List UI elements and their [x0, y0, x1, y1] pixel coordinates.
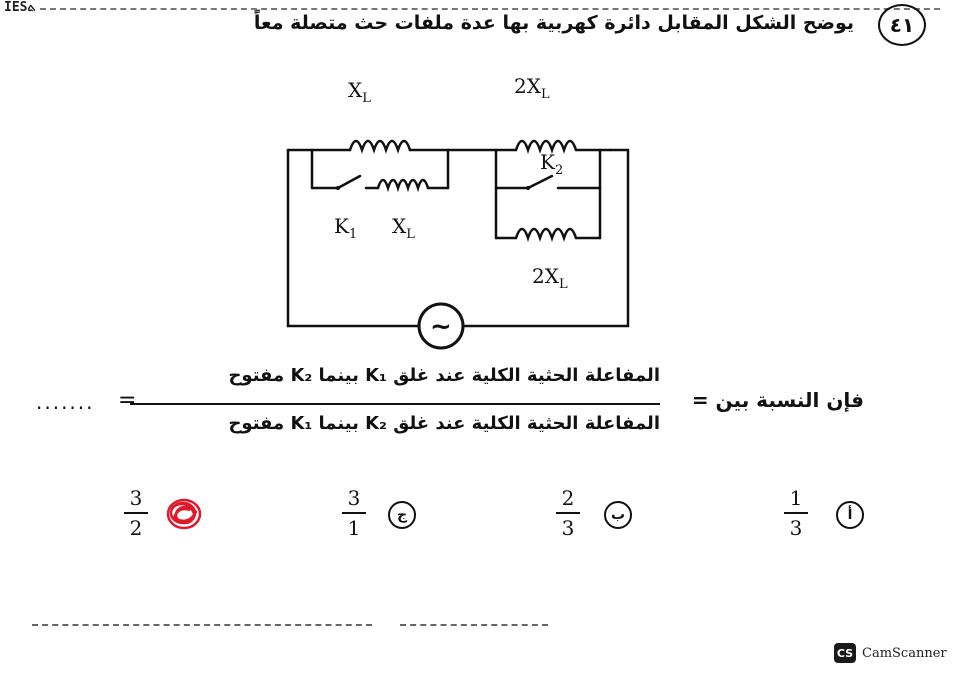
label-inner-left: $X_L$ [392, 214, 415, 242]
camscanner-logo: CS [834, 643, 856, 663]
answer-scribble-icon [162, 494, 206, 534]
label-top-right: $2X_L$ [514, 74, 550, 102]
option-d-value: 3 2 [116, 486, 156, 540]
option-b-value: 2 3 [548, 486, 588, 540]
question-text-line1: يوضح الشكل المقابل دائرة كهربية بها عدة ملفات حث متصلة معاً [253, 12, 854, 34]
question-number-badge [878, 4, 926, 46]
answer-blank: ....... [36, 390, 95, 414]
ratio-numerator: المفاعلة الحثية الكلية عند غلق K₁ بينما K₂ مفتوح [228, 365, 660, 386]
option-a-marker[interactable]: أ [836, 501, 864, 529]
coil-inner-left [378, 180, 428, 188]
coil-top-right [516, 141, 576, 150]
circuit-diagram [270, 70, 650, 360]
top-dashed-line [40, 8, 940, 10]
label-top-left: $X_L$ [348, 78, 371, 106]
option-c-value: 3 1 [334, 486, 374, 540]
coil-top-left [350, 141, 410, 150]
bottom-dashed-line-1 [32, 624, 372, 626]
bottom-dashed-line-2 [400, 624, 548, 626]
ratio-prefix: فإن النسبة بين = [691, 388, 864, 412]
label-bottom-right: $2X_L$ [532, 264, 568, 292]
coil-bottom-right [516, 229, 576, 238]
switch-k1 [338, 176, 360, 188]
fraction-bar [130, 403, 660, 405]
option-c-marker[interactable]: ج [388, 501, 416, 529]
ratio-denominator: المفاعلة الحثية الكلية عند غلق K₂ بينما K₁ مفتوح [228, 413, 660, 434]
question-number: ٤١ [889, 13, 915, 37]
ac-source-symbol: ~ [430, 312, 452, 342]
corner-mark: ÏESܬ [4, 0, 36, 15]
label-switch-k2: $K_2$ [540, 150, 564, 178]
equals-sign: = [118, 388, 137, 413]
option-a-value: 1 3 [776, 486, 816, 540]
camscanner-text: CamScanner [862, 646, 947, 661]
option-b-marker[interactable]: ب [604, 501, 632, 529]
label-switch-k1: $K_1$ [334, 214, 358, 242]
ratio-fraction [130, 365, 660, 445]
